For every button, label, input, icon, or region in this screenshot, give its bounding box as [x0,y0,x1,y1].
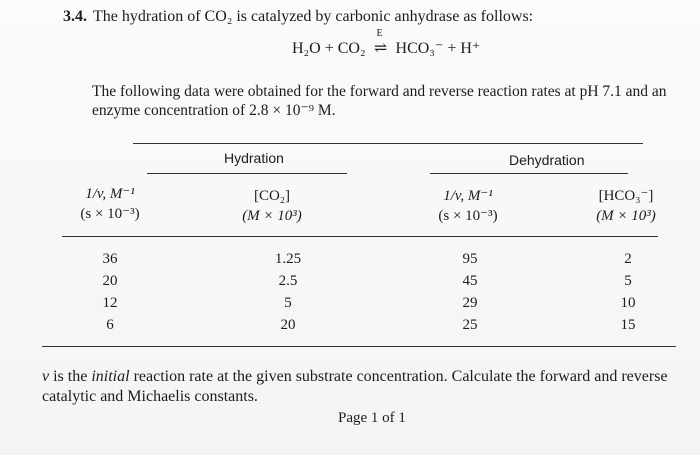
dehydration-rule [430,173,628,174]
group-header-dehydration: Dehydration [509,152,585,168]
table-cell: 2.5 [278,273,298,289]
arrow-label: E [376,28,383,39]
table-cell: 15 [620,317,636,333]
problem-text: The hydration of CO₂ is catalyzed by carbonic anhydrase as follows: [93,8,534,25]
table-cell: 2 [624,251,632,267]
problem-statement [63,8,533,26]
table-top-rule [133,143,643,144]
table-cell: 5 [284,295,292,311]
hydration-rule [147,173,347,174]
equilibrium-arrow: E ⇌ [373,28,388,57]
intro-paragraph: The following data were obtained for the forward and reverse reaction rates at pH 7.1 and an enzyme concentration of 2.8 × 10⁻⁹ M. [92,83,667,119]
equation-right: HCO₃⁻ + H⁺ [395,40,481,57]
table-cell: 6 [106,317,114,333]
table-cell: 1.25 [274,251,302,267]
column-header: [CO₂] (M × 10³) [242,188,302,224]
reaction-equation [292,28,481,58]
table-cell: 95 [462,251,478,267]
table-cell: 20 [102,273,118,289]
table-cell: 25 [462,317,478,333]
equation-left: H₂O + CO₂ [292,40,366,57]
column-header: 1/v, M⁻¹ (s × 10⁻³) [438,188,498,224]
footnote: v is the initial reaction rate at the given substrate concentration. Calculate the forward and reverse catalytic and Michaelis constants. [42,368,668,405]
header-rule [62,236,658,237]
problem-number: 3.4. [63,8,87,25]
group-header-hydration: Hydration [224,150,284,166]
footnote-variable: v [42,368,50,385]
column-header: 1/v, M⁻¹ (s × 10⁻³) [80,186,140,222]
table-bottom-rule [42,346,676,347]
table-cell: 5 [624,273,632,289]
page-number: Page 1 of 1 [338,410,406,426]
footnote-emphasis: initial [91,368,130,385]
table-cell: 29 [462,295,478,311]
table-cell: 12 [102,295,118,311]
table-cell: 36 [102,251,118,267]
table-cell: 20 [280,317,296,333]
table-cell: 45 [462,273,478,289]
table-cell: 10 [620,295,636,311]
column-header: [HCO₃⁻] (M × 10³) [596,188,656,224]
